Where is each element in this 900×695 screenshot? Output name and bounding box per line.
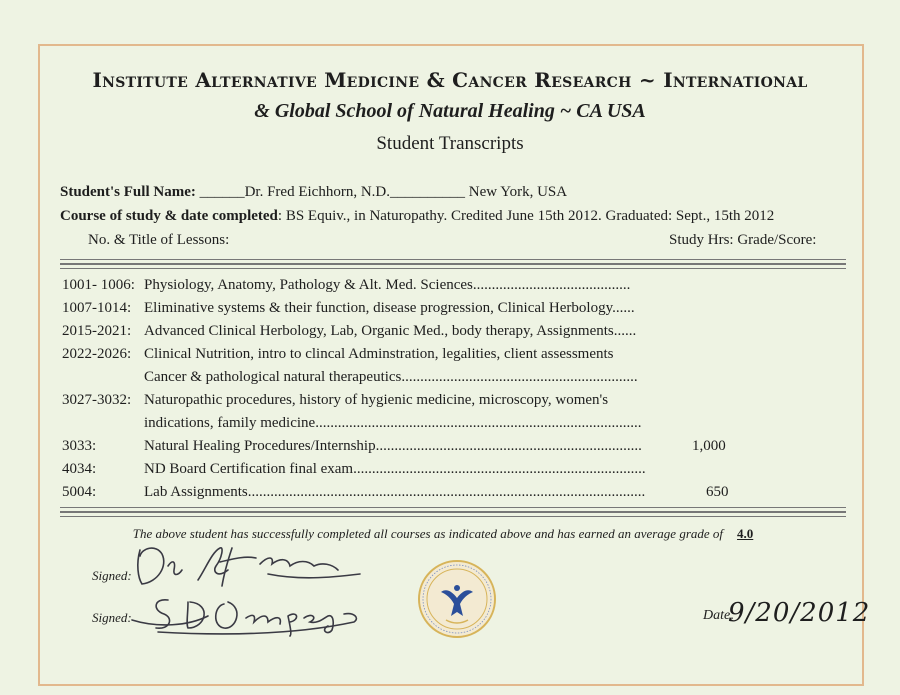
lesson-title: Naturopathic procedures, history of hygienic medicine, microscopy, women's: [144, 392, 609, 408]
table-row: [62, 323, 682, 340]
student-name-value: ______Dr. Fred Eichhorn, N.D.__________ New York, USA: [199, 184, 568, 200]
lesson-title: Cancer & pathological natural therapeutics...............................................................: [144, 369, 638, 385]
school-seal-icon: [416, 558, 498, 640]
table-row: [62, 484, 682, 501]
document-heading: Student Transcripts: [376, 133, 524, 154]
hours-column-header: Study Hrs: Grade/Score:: [669, 232, 817, 248]
table-row: [62, 277, 682, 294]
lesson-title: Physiology, Anatomy, Pathology & Alt. Med. Sciences..........................................: [144, 277, 631, 293]
bottom-divider-2: [60, 512, 846, 517]
student-name-label: Student's Full Name:: [60, 184, 196, 200]
lesson-code: 3033:: [62, 438, 97, 454]
signed-label-2: Signed:: [92, 610, 132, 625]
date-value: 9/20/2012: [728, 598, 871, 628]
date-label: Date:: [703, 608, 735, 623]
signed-label-1: Signed:: [92, 568, 132, 583]
lesson-code: 4034:: [62, 461, 97, 477]
lesson-title: Lab Assignments..........................................................................................................: [144, 484, 646, 500]
table-row: [62, 392, 682, 409]
course-label: Course of study & date completed: [60, 208, 278, 224]
course-value: : BS Equiv., in Naturopathy. Credited June 15th 2012. Graduated: Sept., 15th 2012: [277, 208, 775, 224]
lesson-title: Advanced Clinical Herbology, Lab, Organic Med., body therapy, Assignments......: [144, 323, 637, 339]
table-row: [62, 300, 682, 317]
lesson-title: indications, family medicine.......................................................................................: [144, 415, 642, 431]
signature-2: [128, 590, 368, 638]
completion-text: The above student has successfully completed all courses as indicated above and has earned an average grade of: [132, 526, 724, 541]
lesson-code: 2022-2026:: [62, 346, 132, 362]
signature-1: [128, 540, 368, 592]
lesson-code: 1007-1014:: [62, 300, 132, 316]
course-line: [60, 208, 774, 225]
lesson-code: 1001- 1006:: [62, 277, 135, 293]
lesson-title: Clinical Nutrition, intro to clincal Adminstration, legalities, client assessments: [144, 346, 614, 362]
lessons-column-header: No. & Title of Lessons:: [88, 232, 230, 248]
lesson-code: 5004:: [62, 484, 97, 500]
average-grade: 4.0: [737, 526, 754, 541]
lesson-title: Natural Healing Procedures/Internship.......................................................................: [144, 438, 642, 454]
lesson-title: ND Board Certification final exam..............................................................................: [144, 461, 646, 477]
lesson-code: 3027-3032:: [62, 392, 132, 408]
top-divider-2: [60, 264, 846, 269]
table-row: [62, 461, 682, 478]
lesson-title: Eliminative systems & their function, disease progression, Clinical Herbology......: [144, 300, 635, 316]
school-subtitle: & Global School of Natural Healing ~ CA USA: [254, 100, 646, 122]
table-row: [62, 438, 682, 455]
table-row: [62, 346, 682, 363]
table-row: [62, 369, 682, 386]
table-row: [62, 415, 682, 432]
study-hours-lab: 650: [706, 484, 729, 500]
lesson-code: 2015-2021:: [62, 323, 132, 339]
student-name-line: [60, 184, 567, 201]
institute-title: Institute Alternative Medicine & Cancer Research ~ International: [92, 68, 808, 92]
study-hours-internship: 1,000: [692, 438, 726, 454]
